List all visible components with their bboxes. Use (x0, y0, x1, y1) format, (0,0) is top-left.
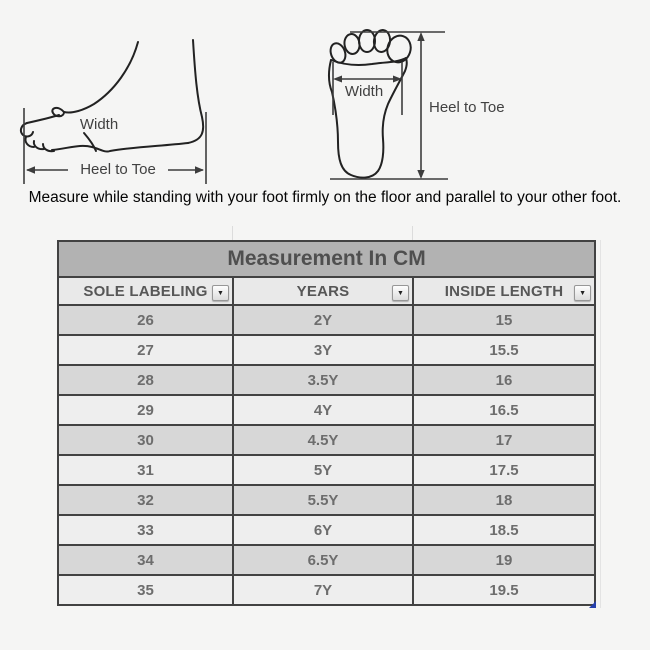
column-header-label: INSIDE LENGTH (444, 282, 564, 300)
table-row (58, 335, 595, 365)
column-header-years (233, 277, 413, 305)
table-cell: 17 (413, 425, 595, 455)
width-label-side-view: Width (79, 116, 119, 133)
column-header-label: YEARS (296, 282, 350, 300)
table-cell: 2Y (233, 305, 413, 335)
table-cell: 17.5 (413, 455, 595, 485)
table-row (58, 485, 595, 515)
table-row (58, 515, 595, 545)
table-cell: 26 (58, 305, 233, 335)
table-title-row (58, 241, 595, 277)
filter-dropdown-button[interactable]: ▼ (212, 285, 229, 301)
table-row (58, 455, 595, 485)
table-cell: 35 (58, 575, 233, 605)
table-cell: 28 (58, 365, 233, 395)
table-cell: 31 (58, 455, 233, 485)
table-title: Measurement In CM (58, 241, 595, 277)
table-cell: 6.5Y (233, 545, 413, 575)
table-cell: 4Y (233, 395, 413, 425)
table-cell: 19.5 (413, 575, 595, 605)
table-cell: 3Y (233, 335, 413, 365)
table-cell: 5.5Y (233, 485, 413, 515)
table-cell: 16 (413, 365, 595, 395)
table-cell: 6Y (233, 515, 413, 545)
table-cell: 15 (413, 305, 595, 335)
table-header-row (58, 277, 595, 305)
table-cell: 18.5 (413, 515, 595, 545)
footprint-outline (328, 29, 414, 178)
gridline-remnant (600, 240, 601, 608)
table-cell: 19 (413, 545, 595, 575)
column-header-inside-length (413, 277, 595, 305)
table-cell: 32 (58, 485, 233, 515)
table-cell: 30 (58, 425, 233, 455)
filter-dropdown-button[interactable]: ▼ (574, 285, 591, 301)
table-cell: 18 (413, 485, 595, 515)
table-cell: 4.5Y (233, 425, 413, 455)
table-cell: 5Y (233, 455, 413, 485)
table-cell: 15.5 (413, 335, 595, 365)
selection-fill-handle (589, 601, 596, 608)
instruction-text: Measure while standing with your foot firmly on the floor and parallel to your other foot. (28, 189, 622, 206)
table-cell: 3.5Y (233, 365, 413, 395)
table-cell: 27 (58, 335, 233, 365)
table-row (58, 575, 595, 605)
foot-side-outline (21, 40, 203, 152)
table-cell: 16.5 (413, 395, 595, 425)
table-cell: 34 (58, 545, 233, 575)
gridline-remnant (412, 226, 413, 240)
column-header-sole-labeling (58, 277, 233, 305)
gridline-remnant (232, 226, 233, 240)
heel-to-toe-label-bottom-view: Heel to Toe (429, 99, 505, 116)
size-chart-table-wrapper (57, 240, 594, 606)
size-chart-table (57, 240, 596, 606)
table-row (58, 425, 595, 455)
table-row (58, 305, 595, 335)
table-row (58, 545, 595, 575)
heel-to-toe-label-side-view: Heel to Toe (68, 162, 168, 177)
table-cell: 33 (58, 515, 233, 545)
filter-dropdown-button[interactable]: ▼ (392, 285, 409, 301)
table-row (58, 395, 595, 425)
table-row (58, 365, 595, 395)
width-label-bottom-view: Width (344, 83, 384, 100)
table-cell: 7Y (233, 575, 413, 605)
column-header-label: SOLE LABELING (83, 282, 208, 300)
table-cell: 29 (58, 395, 233, 425)
